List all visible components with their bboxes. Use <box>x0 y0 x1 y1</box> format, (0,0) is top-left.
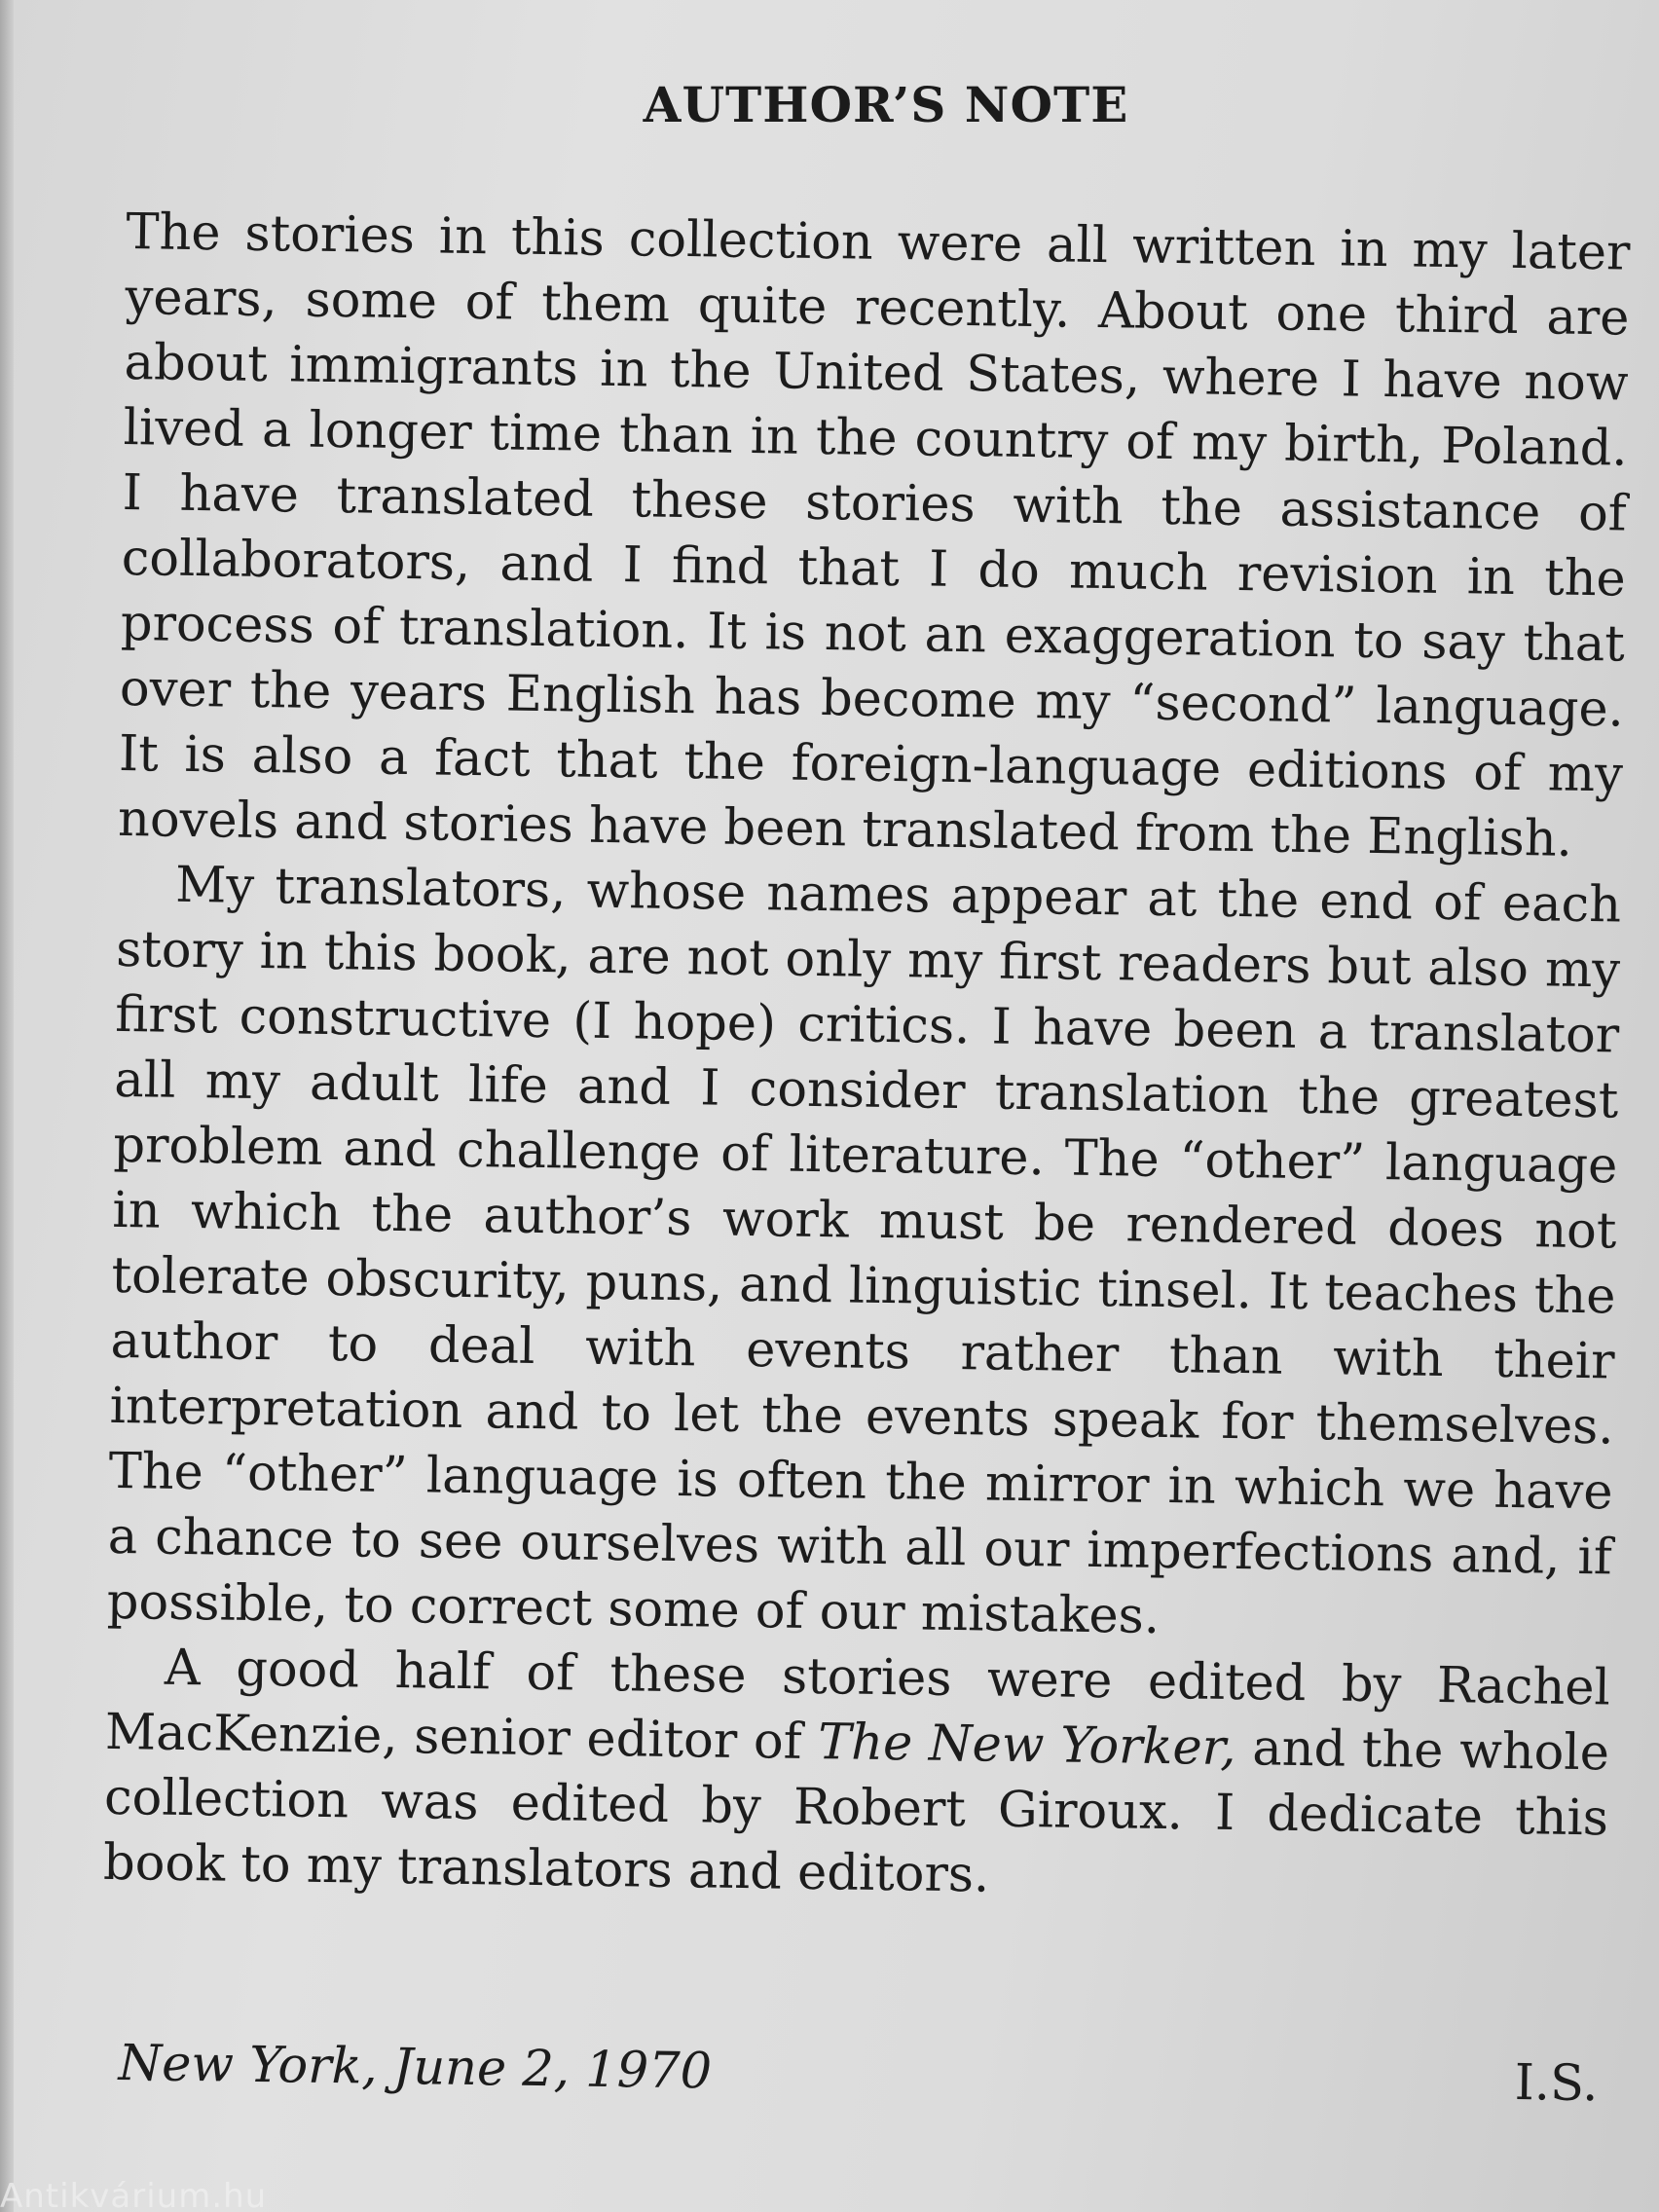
page-edge-shadow <box>0 0 14 2212</box>
paragraph-3-tail: and the whole collection was edited by Robert Giroux. I dedicate this book to my translators and editors. <box>102 1719 1610 1904</box>
magazine-title: The New Yorker, <box>817 1714 1237 1778</box>
paragraph-3 <box>103 1635 1611 1917</box>
paragraph-1: The stories in this collection were all written in my later years, some of them quite recently. About one third are about immigrants in the United States, where I have now lived a longer time than in the country of my birth, Poland. I have translated these stories with the assistance of collaborators, and I find that I do much revision in the process of translation. It is not an exaggeration to say that over the years English has become my “second” language. It is also a fact that the foreign-language editions of my novels and stories have been translated from the English. <box>117 203 1631 868</box>
page-heading: AUTHOR’S NOTE <box>643 76 1129 133</box>
watermark: Antikvárium.hu <box>0 2177 268 2212</box>
author-initials: I.S. <box>1514 2054 1599 2114</box>
paragraph-3-lead: A good half of these stories were edited by Rachel MacKenzie, senior editor of <box>104 1639 1611 1772</box>
paragraph-2: My translators, whose names appear at the end of each story in this book, are not only my first readers but also my first constructive (I hope) critics. I have been a translator all my adult life and I consider translation the greatest problem and challenge of literature. The “other” language in which the author’s work must be rendered does not tolerate obscurity, puns, and linguistic tinsel. It teaches the author to deal with events rather than with their interpretation and to let the events speak for themselves. The “other” language is often the mirror in which we have a chance to see ourselves with all our imperfections and, if possible, to correct some of our mistakes. <box>106 856 1622 1645</box>
signoff <box>118 2035 1599 2133</box>
note-body <box>103 200 1631 1916</box>
place-and-date: New York, June 2, 1970 <box>118 2035 713 2101</box>
